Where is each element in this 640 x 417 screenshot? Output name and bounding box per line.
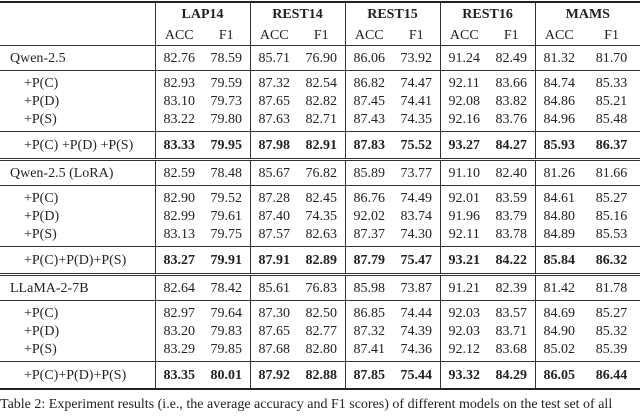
- score-cell: 82.80: [305, 341, 337, 357]
- dataset-header: MAMS: [535, 2, 640, 25]
- score-cell: 87.79: [345, 247, 393, 275]
- header-corner: [0, 2, 155, 25]
- score-cell: 81.78: [583, 275, 640, 301]
- score-cell: 79.52: [203, 186, 250, 208]
- score-cell: 85.89: [345, 160, 393, 186]
- score-cell: 92.02: [345, 207, 393, 225]
- variant-row: [0, 186, 640, 208]
- score-cell: 83.57: [488, 301, 535, 323]
- score-cell: 83.33: [155, 132, 203, 160]
- score-cell: 92.03: [440, 322, 488, 340]
- score-cell: 83.20: [155, 322, 203, 340]
- score-cell: 85.61: [250, 275, 298, 301]
- score-cell: 85.33: [583, 71, 640, 93]
- model-row: [0, 46, 640, 71]
- score-cell: 85.16: [595, 208, 628, 224]
- score-cell: 92.11: [440, 71, 488, 93]
- score-cell: 82.82: [305, 93, 337, 109]
- variant-label: +P(S): [24, 341, 57, 357]
- metric-header: ACC: [535, 25, 583, 46]
- score-cell: 83.13: [155, 225, 203, 247]
- score-cell: 83.22: [155, 110, 203, 132]
- score-cell: 84.90: [535, 322, 583, 340]
- score-cell: 85.71: [250, 46, 298, 71]
- score-cell: 83.79: [495, 208, 528, 224]
- score-cell: 87.65: [250, 322, 298, 340]
- score-cell: 87.85: [345, 362, 393, 390]
- variant-label: +P(C): [0, 301, 155, 323]
- score-cell: 74.35: [400, 111, 433, 127]
- score-cell: 73.77: [393, 160, 440, 186]
- score-cell: 82.45: [298, 186, 345, 208]
- dataset-header: REST16: [440, 2, 535, 25]
- score-cell: 87.32: [345, 322, 393, 340]
- score-cell: 87.83: [345, 132, 393, 160]
- score-cell: 74.36: [400, 341, 433, 357]
- variant-row: [0, 301, 640, 323]
- score-cell: 93.21: [440, 247, 488, 275]
- variant-row: [0, 71, 640, 93]
- score-cell: 83.71: [495, 323, 528, 339]
- metric-header: F1: [218, 27, 234, 43]
- score-cell: 82.63: [305, 226, 337, 242]
- score-cell: 84.86: [535, 92, 583, 110]
- score-cell: 87.63: [250, 110, 298, 132]
- metric-header: F1: [313, 27, 329, 43]
- score-cell: 85.84: [535, 247, 583, 275]
- score-cell: 92.11: [440, 225, 488, 247]
- score-cell: 82.91: [298, 132, 345, 160]
- combined-row: [0, 247, 640, 275]
- score-cell: 92.12: [440, 340, 488, 362]
- score-cell: 92.16: [440, 110, 488, 132]
- score-cell: 87.45: [345, 92, 393, 110]
- variant-row: [0, 340, 640, 362]
- score-cell: 84.27: [488, 132, 535, 160]
- score-cell: 82.40: [488, 160, 535, 186]
- dataset-header: REST14: [250, 2, 345, 25]
- score-cell: 85.27: [583, 301, 640, 323]
- score-cell: 79.59: [203, 71, 250, 93]
- score-cell: 87.65: [250, 92, 298, 110]
- score-cell: 87.92: [250, 362, 298, 390]
- score-cell: 73.92: [393, 46, 440, 71]
- score-cell: 87.68: [250, 340, 298, 362]
- score-cell: 87.57: [250, 225, 298, 247]
- score-cell: 87.32: [250, 71, 298, 93]
- score-cell: 79.80: [210, 111, 242, 127]
- variant-label: +P(C): [0, 186, 155, 208]
- combined-label: +P(C) +P(D) +P(S): [0, 132, 155, 160]
- score-cell: 82.97: [155, 301, 203, 323]
- score-cell: 83.78: [495, 226, 528, 242]
- score-cell: 86.32: [583, 247, 640, 275]
- score-cell: 83.82: [495, 93, 528, 109]
- score-cell: 81.66: [583, 160, 640, 186]
- score-cell: 91.24: [440, 46, 488, 71]
- score-cell: 83.29: [155, 340, 203, 362]
- model-name: Qwen-2.5 (LoRA): [0, 160, 155, 186]
- score-cell: 74.30: [400, 226, 433, 242]
- score-cell: 74.44: [393, 301, 440, 323]
- variant-row: [0, 322, 640, 340]
- score-cell: 85.21: [595, 93, 628, 109]
- score-cell: 87.91: [250, 247, 298, 275]
- dataset-header: REST15: [345, 2, 440, 25]
- score-cell: 85.39: [595, 341, 628, 357]
- score-cell: 79.85: [210, 341, 242, 357]
- score-cell: 83.68: [495, 341, 528, 357]
- score-cell: 83.35: [155, 362, 203, 390]
- table-body: [0, 2, 640, 389]
- score-cell: 79.95: [203, 132, 250, 160]
- model-name: Qwen-2.5: [0, 46, 155, 71]
- score-cell: 84.80: [535, 207, 583, 225]
- variant-label: +P(S): [24, 111, 57, 127]
- score-cell: 83.74: [400, 208, 433, 224]
- score-cell: 86.37: [583, 132, 640, 160]
- score-cell: 84.61: [535, 186, 583, 208]
- score-cell: 79.91: [203, 247, 250, 275]
- score-cell: 79.75: [210, 226, 242, 242]
- variant-row: [0, 110, 640, 132]
- score-cell: 82.76: [155, 46, 203, 71]
- variant-label: +P(D): [24, 323, 60, 339]
- dataset-header: LAP14: [155, 2, 250, 25]
- score-cell: 81.42: [535, 275, 583, 301]
- score-cell: 74.41: [400, 93, 433, 109]
- score-cell: 82.59: [155, 160, 203, 186]
- score-cell: 82.77: [305, 323, 337, 339]
- score-cell: 83.76: [495, 111, 528, 127]
- score-cell: 76.83: [298, 275, 345, 301]
- score-cell: 86.76: [345, 186, 393, 208]
- combined-label: +P(C)+P(D)+P(S): [0, 247, 155, 275]
- score-cell: 79.64: [203, 301, 250, 323]
- score-cell: 74.35: [305, 208, 337, 224]
- score-cell: 86.06: [345, 46, 393, 71]
- metric-header: F1: [503, 27, 519, 43]
- score-cell: 85.53: [595, 226, 628, 242]
- score-cell: 86.85: [345, 301, 393, 323]
- score-cell: 92.08: [440, 92, 488, 110]
- score-cell: 74.47: [393, 71, 440, 93]
- score-cell: 82.71: [305, 111, 337, 127]
- model-row: [0, 275, 640, 301]
- score-cell: 85.32: [595, 323, 628, 339]
- score-cell: 91.10: [440, 160, 488, 186]
- score-cell: 82.54: [298, 71, 345, 93]
- header-datasets: [0, 2, 640, 25]
- metric-header: ACC: [440, 25, 488, 46]
- score-cell: 85.02: [535, 340, 583, 362]
- score-cell: 84.22: [488, 247, 535, 275]
- score-cell: 85.98: [345, 275, 393, 301]
- score-cell: 76.90: [298, 46, 345, 71]
- score-cell: 85.93: [535, 132, 583, 160]
- score-cell: 75.44: [393, 362, 440, 390]
- score-cell: 79.73: [210, 93, 242, 109]
- score-cell: 86.82: [345, 71, 393, 93]
- variant-label: +P(C): [0, 71, 155, 93]
- score-cell: 93.32: [440, 362, 488, 390]
- score-cell: 82.50: [298, 301, 345, 323]
- variant-row: [0, 92, 640, 110]
- score-cell: 75.52: [393, 132, 440, 160]
- score-cell: 79.83: [210, 323, 242, 339]
- score-cell: 93.27: [440, 132, 488, 160]
- score-cell: 85.48: [595, 111, 628, 127]
- score-cell: 84.89: [535, 225, 583, 247]
- score-cell: 81.26: [535, 160, 583, 186]
- score-cell: 83.59: [488, 186, 535, 208]
- score-cell: 73.87: [393, 275, 440, 301]
- score-cell: 92.01: [440, 186, 488, 208]
- score-cell: 78.48: [203, 160, 250, 186]
- variant-label: +P(D): [24, 208, 60, 224]
- score-cell: 82.99: [155, 207, 203, 225]
- score-cell: 81.32: [535, 46, 583, 71]
- combined-label: +P(C)+P(D)+P(S): [0, 362, 155, 390]
- variant-label: +P(S): [24, 226, 57, 242]
- score-cell: 80.01: [203, 362, 250, 390]
- score-cell: 78.42: [203, 275, 250, 301]
- score-cell: 83.10: [155, 92, 203, 110]
- score-cell: 83.27: [155, 247, 203, 275]
- model-name: LLaMA-2-7B: [0, 275, 155, 301]
- score-cell: 87.28: [250, 186, 298, 208]
- results-table: [0, 1, 640, 390]
- score-cell: 82.64: [155, 275, 203, 301]
- score-cell: 82.90: [155, 186, 203, 208]
- score-cell: 82.88: [298, 362, 345, 390]
- score-cell: 81.70: [583, 46, 640, 71]
- score-cell: 82.89: [298, 247, 345, 275]
- score-cell: 82.49: [488, 46, 535, 71]
- score-cell: 85.67: [250, 160, 298, 186]
- score-cell: 74.49: [393, 186, 440, 208]
- score-cell: 84.74: [535, 71, 583, 93]
- metric-header: F1: [604, 27, 619, 43]
- variant-row: [0, 207, 640, 225]
- score-cell: 86.44: [583, 362, 640, 390]
- score-cell: 82.93: [155, 71, 203, 93]
- score-cell: 92.03: [440, 301, 488, 323]
- variant-row: [0, 225, 640, 247]
- score-cell: 84.96: [535, 110, 583, 132]
- combined-row: [0, 132, 640, 160]
- score-cell: 76.82: [298, 160, 345, 186]
- score-cell: 75.47: [393, 247, 440, 275]
- model-row: [0, 160, 640, 186]
- score-cell: 87.98: [250, 132, 298, 160]
- score-cell: 87.30: [250, 301, 298, 323]
- score-cell: 85.27: [583, 186, 640, 208]
- score-cell: 84.69: [535, 301, 583, 323]
- combined-row: [0, 362, 640, 390]
- score-cell: 87.41: [345, 340, 393, 362]
- score-cell: 91.96: [440, 207, 488, 225]
- score-cell: 91.21: [440, 275, 488, 301]
- score-cell: 79.61: [210, 208, 242, 224]
- metric-header: ACC: [345, 25, 393, 46]
- score-cell: 87.40: [250, 207, 298, 225]
- table-caption: Table 2: Experiment results (i.e., the average accuracy and F1 scores) of different models on the test set of all: [0, 397, 613, 412]
- metric-header: ACC: [250, 25, 298, 46]
- score-cell: 83.66: [488, 71, 535, 93]
- score-cell: 86.05: [535, 362, 583, 390]
- score-cell: 84.29: [488, 362, 535, 390]
- score-cell: 82.39: [488, 275, 535, 301]
- header-corner: [0, 25, 155, 46]
- metric-header: ACC: [155, 25, 203, 46]
- score-cell: 78.59: [203, 46, 250, 71]
- score-cell: 87.37: [345, 225, 393, 247]
- score-cell: 87.43: [345, 110, 393, 132]
- metric-header: F1: [408, 27, 424, 43]
- header-metrics: [0, 25, 640, 46]
- score-cell: 74.39: [400, 323, 433, 339]
- variant-label: +P(D): [24, 93, 60, 109]
